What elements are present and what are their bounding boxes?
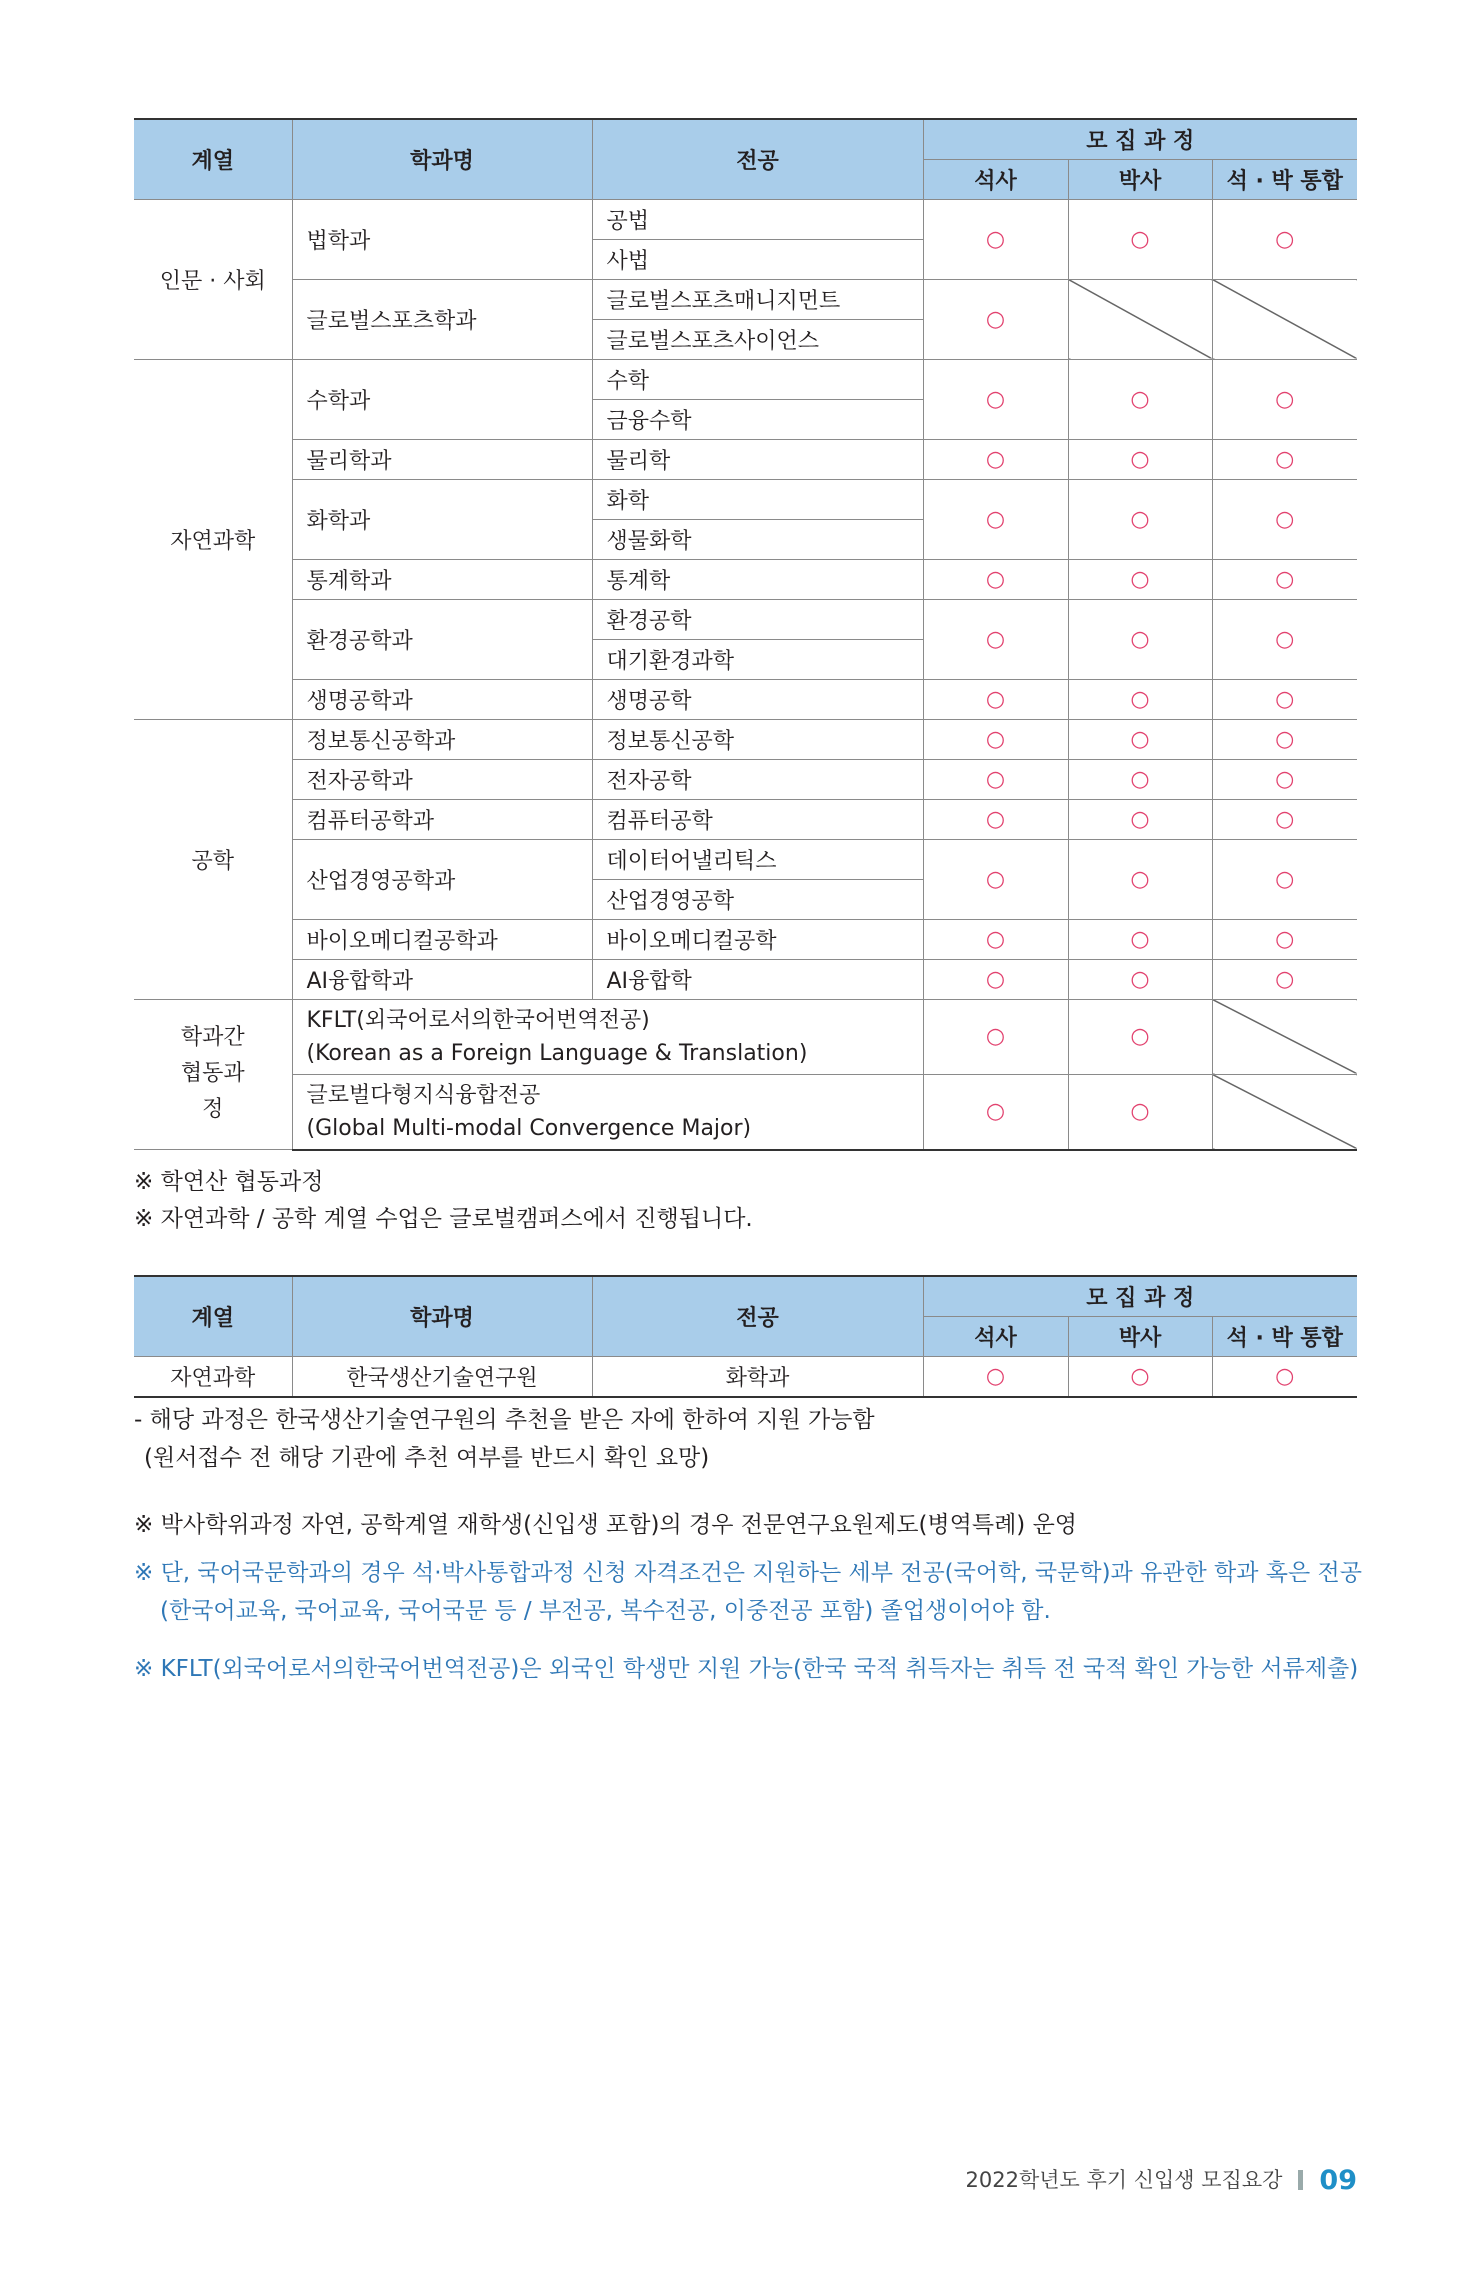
dept-name: 생명공학과 [292, 679, 592, 719]
header-integrated: 석 · 박 통합 [1212, 1316, 1357, 1356]
mark-integrated: ○ [1212, 919, 1357, 959]
dept-name: 글로벌스포츠학과 [292, 279, 592, 359]
dept-name: 물리학과 [292, 439, 592, 479]
mark-integrated: ○ [1212, 599, 1357, 679]
mark-doctor: ○ [1068, 199, 1212, 279]
major-name: 사법 [592, 239, 923, 279]
major-name: 생물화학 [592, 519, 923, 559]
mark-doctor: ○ [1068, 559, 1212, 599]
major-name: 환경공학 [592, 599, 923, 639]
dept-name [292, 999, 923, 1074]
gmc-name: 글로벌다형지식융합전공 [306, 1082, 541, 1108]
major-name: 산업경영공학 [592, 879, 923, 919]
major-name: 글로벌스포츠사이언스 [592, 319, 923, 359]
dept-name: 산업경영공학과 [292, 839, 592, 919]
category-cell: 자연과학 [134, 1356, 292, 1397]
note-military: ※ 박사학위과정 자연, 공학계열 재학생(신입생 포함)의 경우 전문연구요원제도(병역특례) 운영 [134, 1512, 1078, 1538]
page-number: 09 [1319, 2165, 1357, 2196]
note-kitech-confirm: (원서접수 전 해당 기관에 추천 여부를 반드시 확인 요망) [144, 1445, 710, 1471]
mark-doctor: ○ [1068, 799, 1212, 839]
mark-master: ○ [923, 599, 1068, 679]
not-offered-cell [1212, 999, 1357, 1074]
mark-doctor: ○ [1068, 719, 1212, 759]
kflt-name: KFLT(외국어로서의한국어번역전공) [306, 1007, 650, 1033]
header-master: 석사 [923, 159, 1068, 199]
header-category: 계열 [134, 1276, 292, 1356]
mark-master: ○ [923, 919, 1068, 959]
kitech-table [134, 1275, 1357, 1398]
dept-name: 정보통신공학과 [292, 719, 592, 759]
major-name: 대기환경과학 [592, 639, 923, 679]
header-category: 계열 [134, 119, 292, 199]
group-humanities: 인문 · 사회 [134, 199, 292, 359]
gmc-name-en: (Global Multi-modal Convergence Major) [306, 1115, 752, 1141]
mark-master: ○ [923, 359, 1068, 439]
major-name: 바이오메디컬공학 [592, 919, 923, 959]
major-name: 정보통신공학 [592, 719, 923, 759]
not-offered-cell [1212, 279, 1357, 359]
mark-master: ○ [923, 559, 1068, 599]
dept-name: AI융합학과 [292, 959, 592, 999]
mark-integrated: ○ [1212, 359, 1357, 439]
note-kflt: ※ KFLT(외국어로서의한국어번역전공)은 외국인 학생만 지원 가능(한국 국적 취득자는 취득 전 국적 확인 가능한 서류제출) [134, 1656, 1359, 1682]
mark-doctor: ○ [1068, 679, 1212, 719]
note-campus: ※ 자연과학 / 공학 계열 수업은 글로벌캠퍼스에서 진행됩니다. [134, 1206, 753, 1232]
header-dept: 학과명 [292, 119, 592, 199]
mark-doctor: ○ [1068, 1074, 1212, 1150]
header-program: 모 집 과 정 [923, 1276, 1357, 1316]
major-name: 글로벌스포츠매니지먼트 [592, 279, 923, 319]
header-doctor: 박사 [1068, 1316, 1212, 1356]
mark-integrated: ○ [1212, 959, 1357, 999]
not-offered-cell [1068, 279, 1212, 359]
note-korean-literature-cont: (한국어교육, 국어교육, 국어국문 등 / 부전공, 복수전공, 이중전공 포함) 졸업생이어야 함. [160, 1598, 1051, 1624]
mark-master: ○ [923, 679, 1068, 719]
mark-doctor: ○ [1068, 599, 1212, 679]
dept-name [292, 1074, 923, 1150]
major-name: 생명공학 [592, 679, 923, 719]
group-interdisciplinary-label: 학과간 협동과정 [180, 1025, 245, 1123]
dept-name: 법학과 [292, 199, 592, 279]
major-name: 물리학 [592, 439, 923, 479]
major-name: 수학 [592, 359, 923, 399]
header-dept: 학과명 [292, 1276, 592, 1356]
major-name: 금융수학 [592, 399, 923, 439]
note-industry: ※ 학연산 협동과정 [134, 1169, 324, 1195]
header-major: 전공 [592, 119, 923, 199]
mark-master: ○ [923, 439, 1068, 479]
major-name: 공법 [592, 199, 923, 239]
group-science: 자연과학 [134, 359, 292, 719]
mark-integrated: ○ [1212, 439, 1357, 479]
mark-master: ○ [923, 759, 1068, 799]
note-kitech: - 해당 과정은 한국생산기술연구원의 추천을 받은 자에 한하여 지원 가능함 [134, 1407, 875, 1433]
mark-integrated: ○ [1212, 839, 1357, 919]
major-name: 컴퓨터공학 [592, 799, 923, 839]
dept-name: 환경공학과 [292, 599, 592, 679]
mark-integrated: ○ [1212, 199, 1357, 279]
dept-name: 전자공학과 [292, 759, 592, 799]
major-name: 데이터어낼리틱스 [592, 839, 923, 879]
header-integrated: 석 · 박 통합 [1212, 159, 1357, 199]
dept-name: 한국생산기술연구원 [292, 1356, 592, 1397]
mark-master: ○ [923, 839, 1068, 919]
mark-master: ○ [923, 799, 1068, 839]
mark-integrated: ○ [1212, 799, 1357, 839]
mark-doctor: ○ [1068, 839, 1212, 919]
mark-doctor: ○ [1068, 439, 1212, 479]
mark-integrated: ○ [1212, 719, 1357, 759]
dept-name: 화학과 [292, 479, 592, 559]
mark-doctor: ○ [1068, 359, 1212, 439]
mark-doctor: ○ [1068, 919, 1212, 959]
admission-table [134, 118, 1357, 1151]
mark-master: ○ [923, 479, 1068, 559]
mark-master: ○ [923, 959, 1068, 999]
major-name: 전자공학 [592, 759, 923, 799]
major-name: 화학 [592, 479, 923, 519]
mark-doctor: ○ [1068, 1356, 1212, 1397]
mark-doctor: ○ [1068, 959, 1212, 999]
header-major: 전공 [592, 1276, 923, 1356]
major-name: 통계학 [592, 559, 923, 599]
mark-integrated: ○ [1212, 759, 1357, 799]
not-offered-cell [1212, 1074, 1357, 1150]
mark-master: ○ [923, 1074, 1068, 1150]
mark-doctor: ○ [1068, 479, 1212, 559]
mark-doctor: ○ [1068, 759, 1212, 799]
dept-name: 통계학과 [292, 559, 592, 599]
page-footer [966, 2164, 1357, 2196]
note-korean-literature: ※ 단, 국어국문학과의 경우 석·박사통합과정 신청 자격조건은 지원하는 세부 전공(국어학, 국문학)과 유관한 학과 혹은 전공 [134, 1560, 1362, 1586]
mark-master: ○ [923, 719, 1068, 759]
group-interdisciplinary [134, 999, 292, 1150]
kflt-name-en: (Korean as a Foreign Language & Translation) [306, 1040, 808, 1066]
dept-name: 컴퓨터공학과 [292, 799, 592, 839]
header-doctor: 박사 [1068, 159, 1212, 199]
dept-name: 수학과 [292, 359, 592, 439]
mark-master: ○ [923, 199, 1068, 279]
mark-integrated: ○ [1212, 679, 1357, 719]
header-master: 석사 [923, 1316, 1068, 1356]
mark-integrated: ○ [1212, 479, 1357, 559]
mark-master: ○ [923, 999, 1068, 1074]
major-name: AI융합학 [592, 959, 923, 999]
mark-integrated: ○ [1212, 559, 1357, 599]
major-name: 화학과 [592, 1356, 923, 1397]
mark-master: ○ [923, 279, 1068, 359]
mark-integrated: ○ [1212, 1356, 1357, 1397]
footer-divider [1298, 2170, 1303, 2190]
header-program: 모 집 과 정 [923, 119, 1357, 159]
group-engineering: 공학 [134, 719, 292, 999]
mark-doctor: ○ [1068, 999, 1212, 1074]
footer-title: 2022학년도 후기 신입생 모집요강 [965, 2168, 1283, 2192]
mark-master: ○ [923, 1356, 1068, 1397]
dept-name: 바이오메디컬공학과 [292, 919, 592, 959]
